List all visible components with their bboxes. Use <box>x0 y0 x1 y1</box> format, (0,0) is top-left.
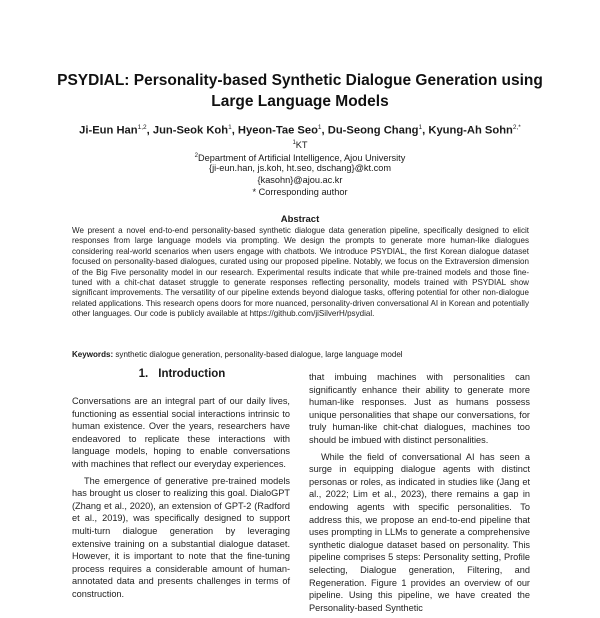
paragraph: Conversations are an integral part of our daily lives, functioning as essential social interactions intrinsic to human existence. Over the years, researchers have endeavored to replicate these interactions with language models, hoping to enable conversations with machines that reflect our everyday experiences. <box>72 396 290 469</box>
author-name: Jun-Seok Koh <box>152 124 229 137</box>
paragraph: The emergence of generative pre-trained models has brought us closer to realizing this goal. DialoGPT (Zhang et al., 2020), an extension of GPT-2 (Radford et al., 2019), was specifically designed to support multi-turn dialogue generation by leveraging extensive training on a substantial dialogue dataset. However, it is important to note that the fine-tuning process requires a considerable amount of human-annotated data and presents challenges in terms of construction. <box>72 475 290 599</box>
keywords-text: synthetic dialogue generation, personality-based dialogue, large language model <box>115 350 403 359</box>
body-column-left <box>72 395 290 605</box>
affil-name: Department of Artificial Intelligence, Ajou University <box>198 153 406 164</box>
paragraph: While the field of conversational AI has seen a surge in equipping dialogue agents with distinct personas or roles, as indicated in studies like (Jang et al., 2022; Lim et al., 2023), there remains a gap in endowing agents with specific personalities. To address this, we propose an end-to-end pipeline that uses prompting in LLMs to generate a comprehensive synthetic dialogue dataset based on personality. This pipeline comprises 5 steps: Personality setting, Profile selecting, Dialogue generation, Filtering, and Regeneration. Figure 1 provides an overview of our pipeline. Using this pipeline, we have created the Personality-based Synthetic <box>309 451 530 613</box>
abstract-heading: Abstract <box>280 214 320 225</box>
emails-kt: {ji-eun.han, js.koh, ht.seo, dschang}@kt.com <box>209 163 391 173</box>
author-affil-mark: 1 <box>418 124 423 131</box>
affil-name: KT <box>295 140 308 151</box>
author-name: Ji-Eun Han <box>79 124 138 137</box>
author-name: Kyung-Ah Sohn <box>428 124 513 137</box>
section-title: Introduction <box>158 368 226 380</box>
affil-mark: 1 <box>292 140 296 146</box>
author-affil-mark: 2,* <box>512 124 521 131</box>
emails-ajou: {kasohn}@ajou.ac.kr <box>257 175 343 185</box>
author-name: Du-Seong Chang <box>327 124 419 137</box>
abstract-text: We present a novel end-to-end personality-based synthetic dialogue data generation pipeline, specifically designed to elicit responses from large language models via prompting. We design the prompts to generate more human-like dialogues considering real-world scenarios when users engage with chatbots. We introduce PSYDIAL, the first Korean dialogue dataset focused on personality-based dialogues, curated using our proposed pipeline. Notably, we focus on the Extraversion dimension of the Big Five personality model in our research. Experimental results indicate that while pre-trained models and those fine-tuned with a chit-chat dataset struggle to generate responses reflecting personality, models trained with PSYDIAL show significant improvements. The versatility of our pipeline extends beyond dialogue tasks, offering potential for other non-dialogue related applications. This research opens doors for more nuanced, personality-driven conversational AI in Korean and potentially other languages. Our code is publicly available at https://github.com/jiSilverH/psydial. <box>72 226 529 319</box>
section-heading-introduction <box>72 368 292 380</box>
author-list: Ji-Eun Han$^{1,2}$, Jun-Seok Koh$^1$, Hyeon-Tae Seo$^1$, Du-Seong Chang$^1$, Kyung-Ah Sohn$^{2,*}$ <box>79 124 521 137</box>
author-affil-mark: 1,2 <box>137 124 147 131</box>
affil-mark: 2 <box>194 153 198 159</box>
body-column-right <box>309 371 530 618</box>
author-affil-mark: 1 <box>228 124 232 131</box>
keywords-label: Keywords: <box>72 350 114 359</box>
keywords <box>72 350 529 360</box>
author-name: Hyeon-Tae Seo <box>237 124 318 137</box>
paragraph: that imbuing machines with personalities can significantly enhance their ability to generate more human-like responses. Just as humans possess unique personalities that shape our conversations, for truly human-like chit-chat dialogues, machines too should be imbued with distinct personalities. <box>309 372 530 445</box>
title-line-1: PSYDIAL: Personality-based Synthetic Dialogue Generation using <box>57 72 543 89</box>
paper-title <box>40 70 560 112</box>
affiliation-kt <box>40 137 560 151</box>
author-affil-mark: 1 <box>317 124 322 131</box>
section-number: 1. <box>138 368 149 380</box>
corresponding-author-note: * Corresponding author <box>252 187 348 197</box>
title-line-2: Large Language Models <box>211 93 389 110</box>
